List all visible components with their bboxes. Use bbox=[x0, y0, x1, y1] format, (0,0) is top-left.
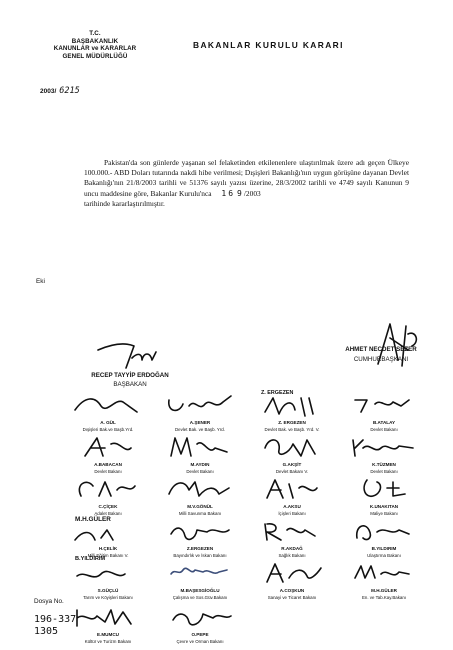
minister-signature-10 bbox=[155, 474, 245, 516]
minister-title: Devlet Bakanı bbox=[186, 469, 214, 474]
minister-signature-7 bbox=[247, 432, 337, 474]
minister-title: Ulaştırma Bakanı bbox=[367, 553, 401, 558]
minister-title: Çalışma ve Sos.Güv.Bakanı bbox=[172, 595, 228, 600]
minister-title: Milli Savunma Bakanı bbox=[178, 511, 222, 516]
file-number-line-1: 196-337 bbox=[34, 614, 77, 625]
decision-date-day: 16 bbox=[221, 188, 236, 198]
minister-signature-8 bbox=[339, 432, 429, 474]
minister-signature-6 bbox=[155, 432, 245, 474]
minister-name: A.BABACAN bbox=[94, 462, 122, 467]
minister-signature-15 bbox=[247, 516, 337, 558]
file-number-label: Dosya No. bbox=[34, 598, 64, 605]
handwritten-signature bbox=[71, 518, 145, 544]
minister-signature-2 bbox=[155, 390, 245, 432]
handwritten-signature bbox=[255, 434, 329, 460]
stamp-yildirim: B.YILDIRIM bbox=[75, 556, 106, 562]
minister-name: R.AKDAĞ bbox=[281, 546, 303, 551]
minister-signature-22 bbox=[155, 602, 245, 644]
minister-title: İçişleri Bakanı bbox=[278, 511, 306, 516]
handwritten-signature bbox=[163, 560, 237, 586]
minister-signature-13 bbox=[63, 516, 153, 558]
president-title: CUMHURBAŞKANI bbox=[353, 356, 409, 363]
document-title: BAKANLAR KURULU KARARI bbox=[193, 40, 344, 50]
handwritten-signature bbox=[347, 518, 421, 544]
minister-name: H.ÇELİK bbox=[98, 546, 118, 551]
header-tc: T.C. bbox=[89, 30, 101, 37]
minister-signature-12 bbox=[339, 474, 429, 516]
minister-signature-18 bbox=[155, 558, 245, 600]
handwritten-signature bbox=[255, 518, 329, 544]
minister-name: K.TÜZMEN bbox=[372, 462, 396, 467]
file-number-handwritten bbox=[34, 614, 76, 638]
header-kanunlar: KANUNLAR ve KARARLAR bbox=[53, 45, 137, 53]
minister-name: B.ATALAY bbox=[372, 420, 396, 425]
president-name: AHMET NECDET SEZER bbox=[345, 346, 417, 353]
minister-title: Bayındırlık ve İskan Bakanı bbox=[173, 553, 227, 558]
minister-title: Sağlık Bakanı bbox=[278, 553, 306, 558]
handwritten-signature bbox=[71, 560, 145, 586]
decision-body bbox=[84, 158, 409, 209]
decision-date-year: /2003 bbox=[243, 188, 261, 198]
decision-number-handwritten: 6215 bbox=[59, 86, 80, 96]
minister-signature-16 bbox=[339, 516, 429, 558]
handwritten-signature bbox=[255, 476, 329, 502]
minister-signature-1 bbox=[63, 390, 153, 432]
minister-signature-21 bbox=[63, 602, 153, 644]
ministers-signature-grid bbox=[63, 390, 423, 602]
minister-name: M.BAŞESGİOĞLU bbox=[180, 588, 220, 593]
minister-title: Adalet Bakanı bbox=[94, 511, 122, 516]
handwritten-signature bbox=[163, 518, 237, 544]
minister-title: En. ve Tab.Kay.Bakanı bbox=[361, 595, 406, 600]
minister-signature-11 bbox=[247, 474, 337, 516]
minister-name: G.AKŞİT bbox=[282, 462, 302, 467]
minister-title: Dışişleri Bak.ve Başb.Yrd. bbox=[82, 427, 134, 432]
handwritten-signature bbox=[163, 604, 237, 630]
minister-signature-5 bbox=[63, 432, 153, 474]
handwritten-signature bbox=[347, 476, 421, 502]
minister-title: Çevre ve Orman Bakanı bbox=[176, 639, 224, 644]
minister-signature-17 bbox=[63, 558, 153, 600]
minister-title: Devlet Bakanı V. bbox=[275, 469, 309, 474]
handwritten-signature bbox=[71, 604, 145, 630]
minister-name: M.H.GÜLER bbox=[371, 588, 397, 593]
minister-name: K.UNAKITAN bbox=[369, 504, 399, 509]
minister-name: B.YILDIRIM bbox=[371, 546, 397, 551]
decision-paragraph: Pakistan'da son günlerde yaşanan sel felaketinden etkilenenlere ulaştırılmak üzere adı geçen Ülkeye 100.000.- ABD Doları tutarında nakdi hibe verilmesi; Dışişleri Bakanlığı'nın uygun görüşüne dayanan Devlet Bakanlığı'nın 21/8/2003 tarihli ve 51376 sayılı yazısı üzerine, 28/3/2002 tarihli ve 4749 sayılı Kanunun 9 uncu maddesine göre, Bakanlar Kurulu'nca bbox=[84, 158, 409, 198]
stamp-guler: M.H.GÜLER bbox=[75, 516, 111, 523]
minister-title: Sanayi ve Ticaret Bakanı bbox=[267, 595, 317, 600]
minister-title: Tarım ve Köyişleri Bakanı bbox=[83, 595, 133, 600]
decision-number bbox=[40, 86, 80, 96]
minister-title: Kültür ve Turizm Bakanı bbox=[84, 639, 132, 644]
file-number-line-2: 1305 bbox=[34, 626, 59, 637]
minister-title: Maliye Bakanı bbox=[370, 511, 398, 516]
attachment-label: Eki bbox=[36, 278, 45, 285]
handwritten-signature bbox=[255, 560, 329, 586]
handwritten-signature bbox=[163, 392, 237, 418]
minister-signature-4 bbox=[339, 390, 429, 432]
handwritten-signature bbox=[347, 560, 421, 586]
minister-name: A.AKSU bbox=[283, 504, 301, 509]
minister-name: C.ÇİÇEK bbox=[98, 504, 118, 509]
minister-name: M.V.GÖNÜL bbox=[187, 504, 213, 509]
minister-signature-3 bbox=[247, 390, 337, 432]
handwritten-signature bbox=[163, 434, 237, 460]
stamp-ergezen: Z. ERGEZEN bbox=[261, 390, 294, 396]
handwritten-signature bbox=[347, 434, 421, 460]
decision-date-month: 9 bbox=[237, 188, 244, 198]
minister-title: Devlet Bakanı bbox=[94, 469, 122, 474]
institution-header bbox=[40, 30, 150, 60]
minister-name: S.GÜÇLÜ bbox=[97, 588, 119, 593]
minister-name: Z.ERGEZEN bbox=[186, 546, 214, 551]
prime-minister-title: BAŞBAKAN bbox=[113, 381, 147, 388]
minister-name: A.ŞENER bbox=[189, 420, 211, 425]
minister-name: A. GÜL bbox=[100, 420, 116, 425]
minister-name: M.AYDIN bbox=[190, 462, 210, 467]
handwritten-signature bbox=[347, 392, 421, 418]
minister-signature-9 bbox=[63, 474, 153, 516]
decision-number-prefix: 2003/ bbox=[40, 88, 57, 95]
minister-signature-19 bbox=[247, 558, 337, 600]
minister-title: Devlet Bakanı bbox=[370, 427, 398, 432]
handwritten-signature bbox=[255, 392, 329, 418]
handwritten-signature bbox=[71, 434, 145, 460]
header-genel-mudurluk: GENEL MÜDÜRLÜĞÜ bbox=[62, 52, 128, 60]
handwritten-signature bbox=[71, 476, 145, 502]
decision-ending: tarihinde kararlaştırılmıştır. bbox=[84, 198, 165, 208]
prime-minister-signature bbox=[96, 338, 166, 372]
minister-signature-20 bbox=[339, 558, 429, 600]
minister-title: Milli Eğitim Bakanı V. bbox=[87, 553, 129, 558]
header-basbakanlik: BAŞBAKANLIK bbox=[71, 37, 119, 45]
prime-minister-name: RECEP TAYYİP ERDOĞAN bbox=[91, 372, 169, 379]
minister-title: Devlet Bak. ve Başb. Yrd. V. bbox=[264, 427, 320, 432]
minister-name: O.PEPE bbox=[191, 632, 209, 637]
minister-name: E.MUMCU bbox=[97, 632, 119, 637]
minister-name: Z. ERGEZEN bbox=[278, 420, 306, 425]
handwritten-signature bbox=[163, 476, 237, 502]
minister-signature-14 bbox=[155, 516, 245, 558]
minister-title: Devlet Bak. ve Başb. Yrd. bbox=[175, 427, 225, 432]
handwritten-signature bbox=[71, 392, 145, 418]
minister-title: Devlet Bakanı bbox=[370, 469, 398, 474]
minister-name: A.COŞKUN bbox=[279, 588, 305, 593]
